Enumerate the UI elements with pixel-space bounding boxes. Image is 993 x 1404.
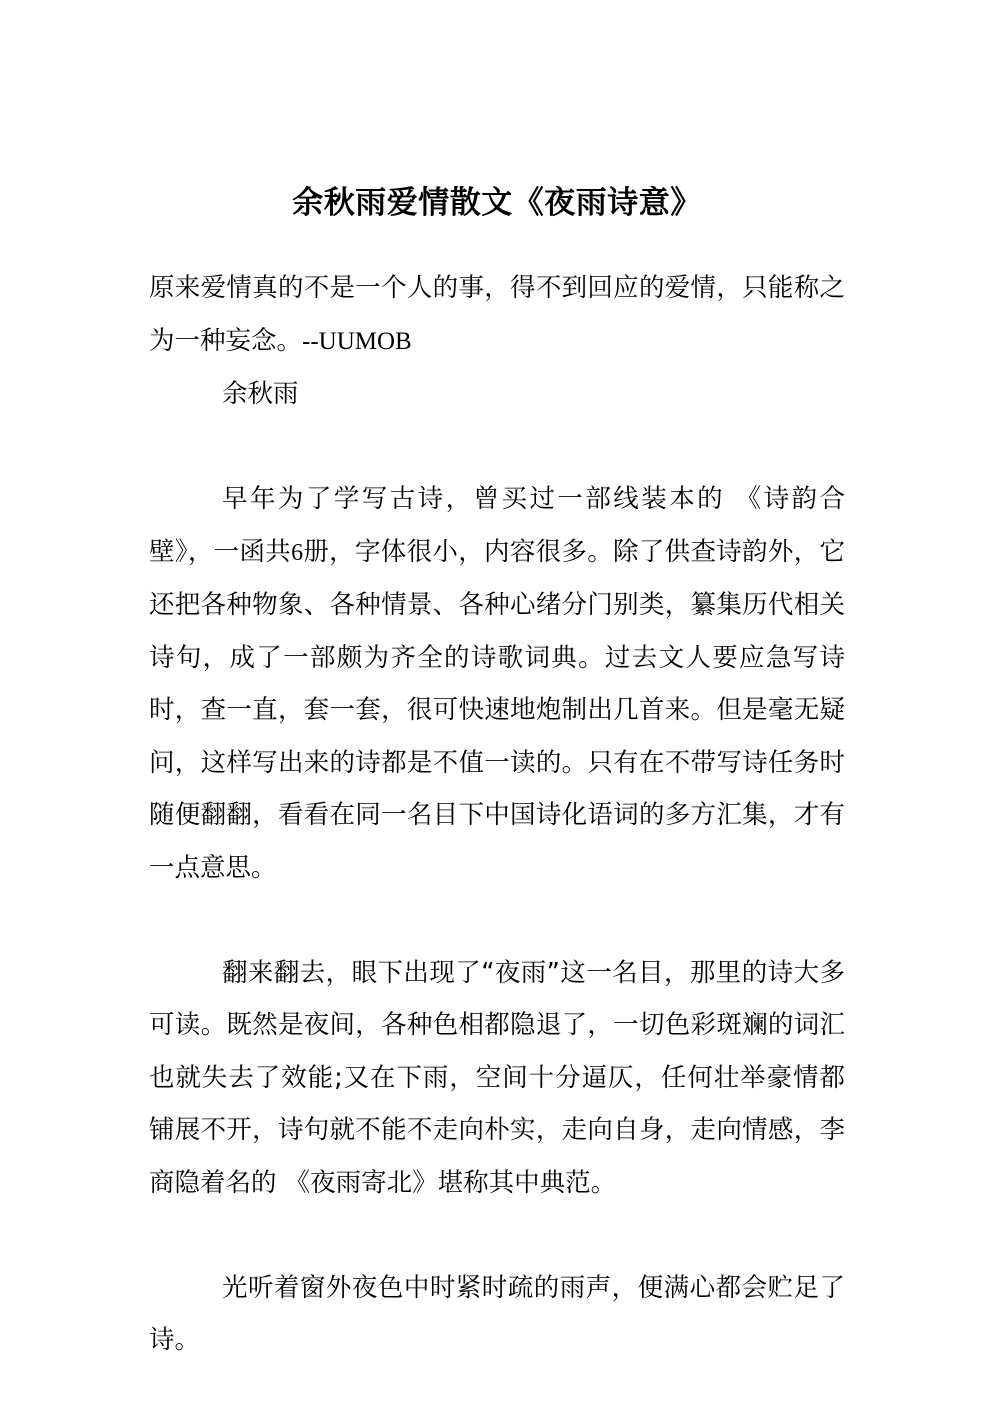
paragraph-spacer-2 — [149, 894, 845, 947]
author-line — [149, 368, 845, 421]
body-paragraph-3 — [149, 1262, 845, 1367]
paragraph-1-part-a: 早年为了学写古诗，曾买过一部线装本的 《诗韵合壁》，一函共 — [149, 484, 845, 567]
epigraph-text: 原来爱情真的不是一个人的事，得不到回应的爱情，只能称之为一种妄念。 — [149, 273, 845, 356]
body-paragraph-1 — [149, 473, 845, 894]
paragraph-spacer-1 — [149, 421, 845, 474]
document-text-column — [149, 0, 845, 1367]
paragraph-1-part-b: 册，字体很小，内容很多。除了供查诗韵外，它还把各种物象、各种情景、各种心绪分门别类，纂集历代相关诗句，成了一部颇为齐全的诗歌词典。过去文人要应急写诗时，查一直，套一套，很可快速地炮制出几首来。但是毫无疑问，这样写出来的诗都是不值一读的。只有在不带写诗任务时随便翻翻，看看在同一名目下中国诗化语词的多方汇集，才有一点意思。 — [149, 536, 845, 883]
title-spacer — [149, 219, 845, 262]
epigraph-paragraph — [149, 262, 845, 368]
paragraph-2-text: 翻来翻去，眼下出现了“夜雨”这一名目，那里的诗大多可读。既然是夜间，各种色相都隐退了，一切色彩斑斓的词汇也就失去了效能;又在下雨，空间十分逼仄，任何壮举豪情都铺展不开，诗句就不能不走向朴实，走向自身，走向情感，李商隐着名的 《夜雨寄北》堪称其中典范。 — [149, 957, 845, 1198]
epigraph-attribution: --UUMOB — [302, 327, 412, 355]
body-paragraph-2 — [149, 947, 845, 1210]
author-name: 余秋雨 — [222, 379, 299, 409]
paragraph-1-volume-count: 6 — [291, 539, 304, 566]
paragraph-3-text: 光听着窗外夜色中时紧时疏的雨声，便满心都会贮足了诗。 — [149, 1272, 845, 1355]
page-title: 余秋雨爱情散文《夜雨诗意》 — [292, 185, 702, 221]
paragraph-spacer-3 — [149, 1209, 845, 1262]
